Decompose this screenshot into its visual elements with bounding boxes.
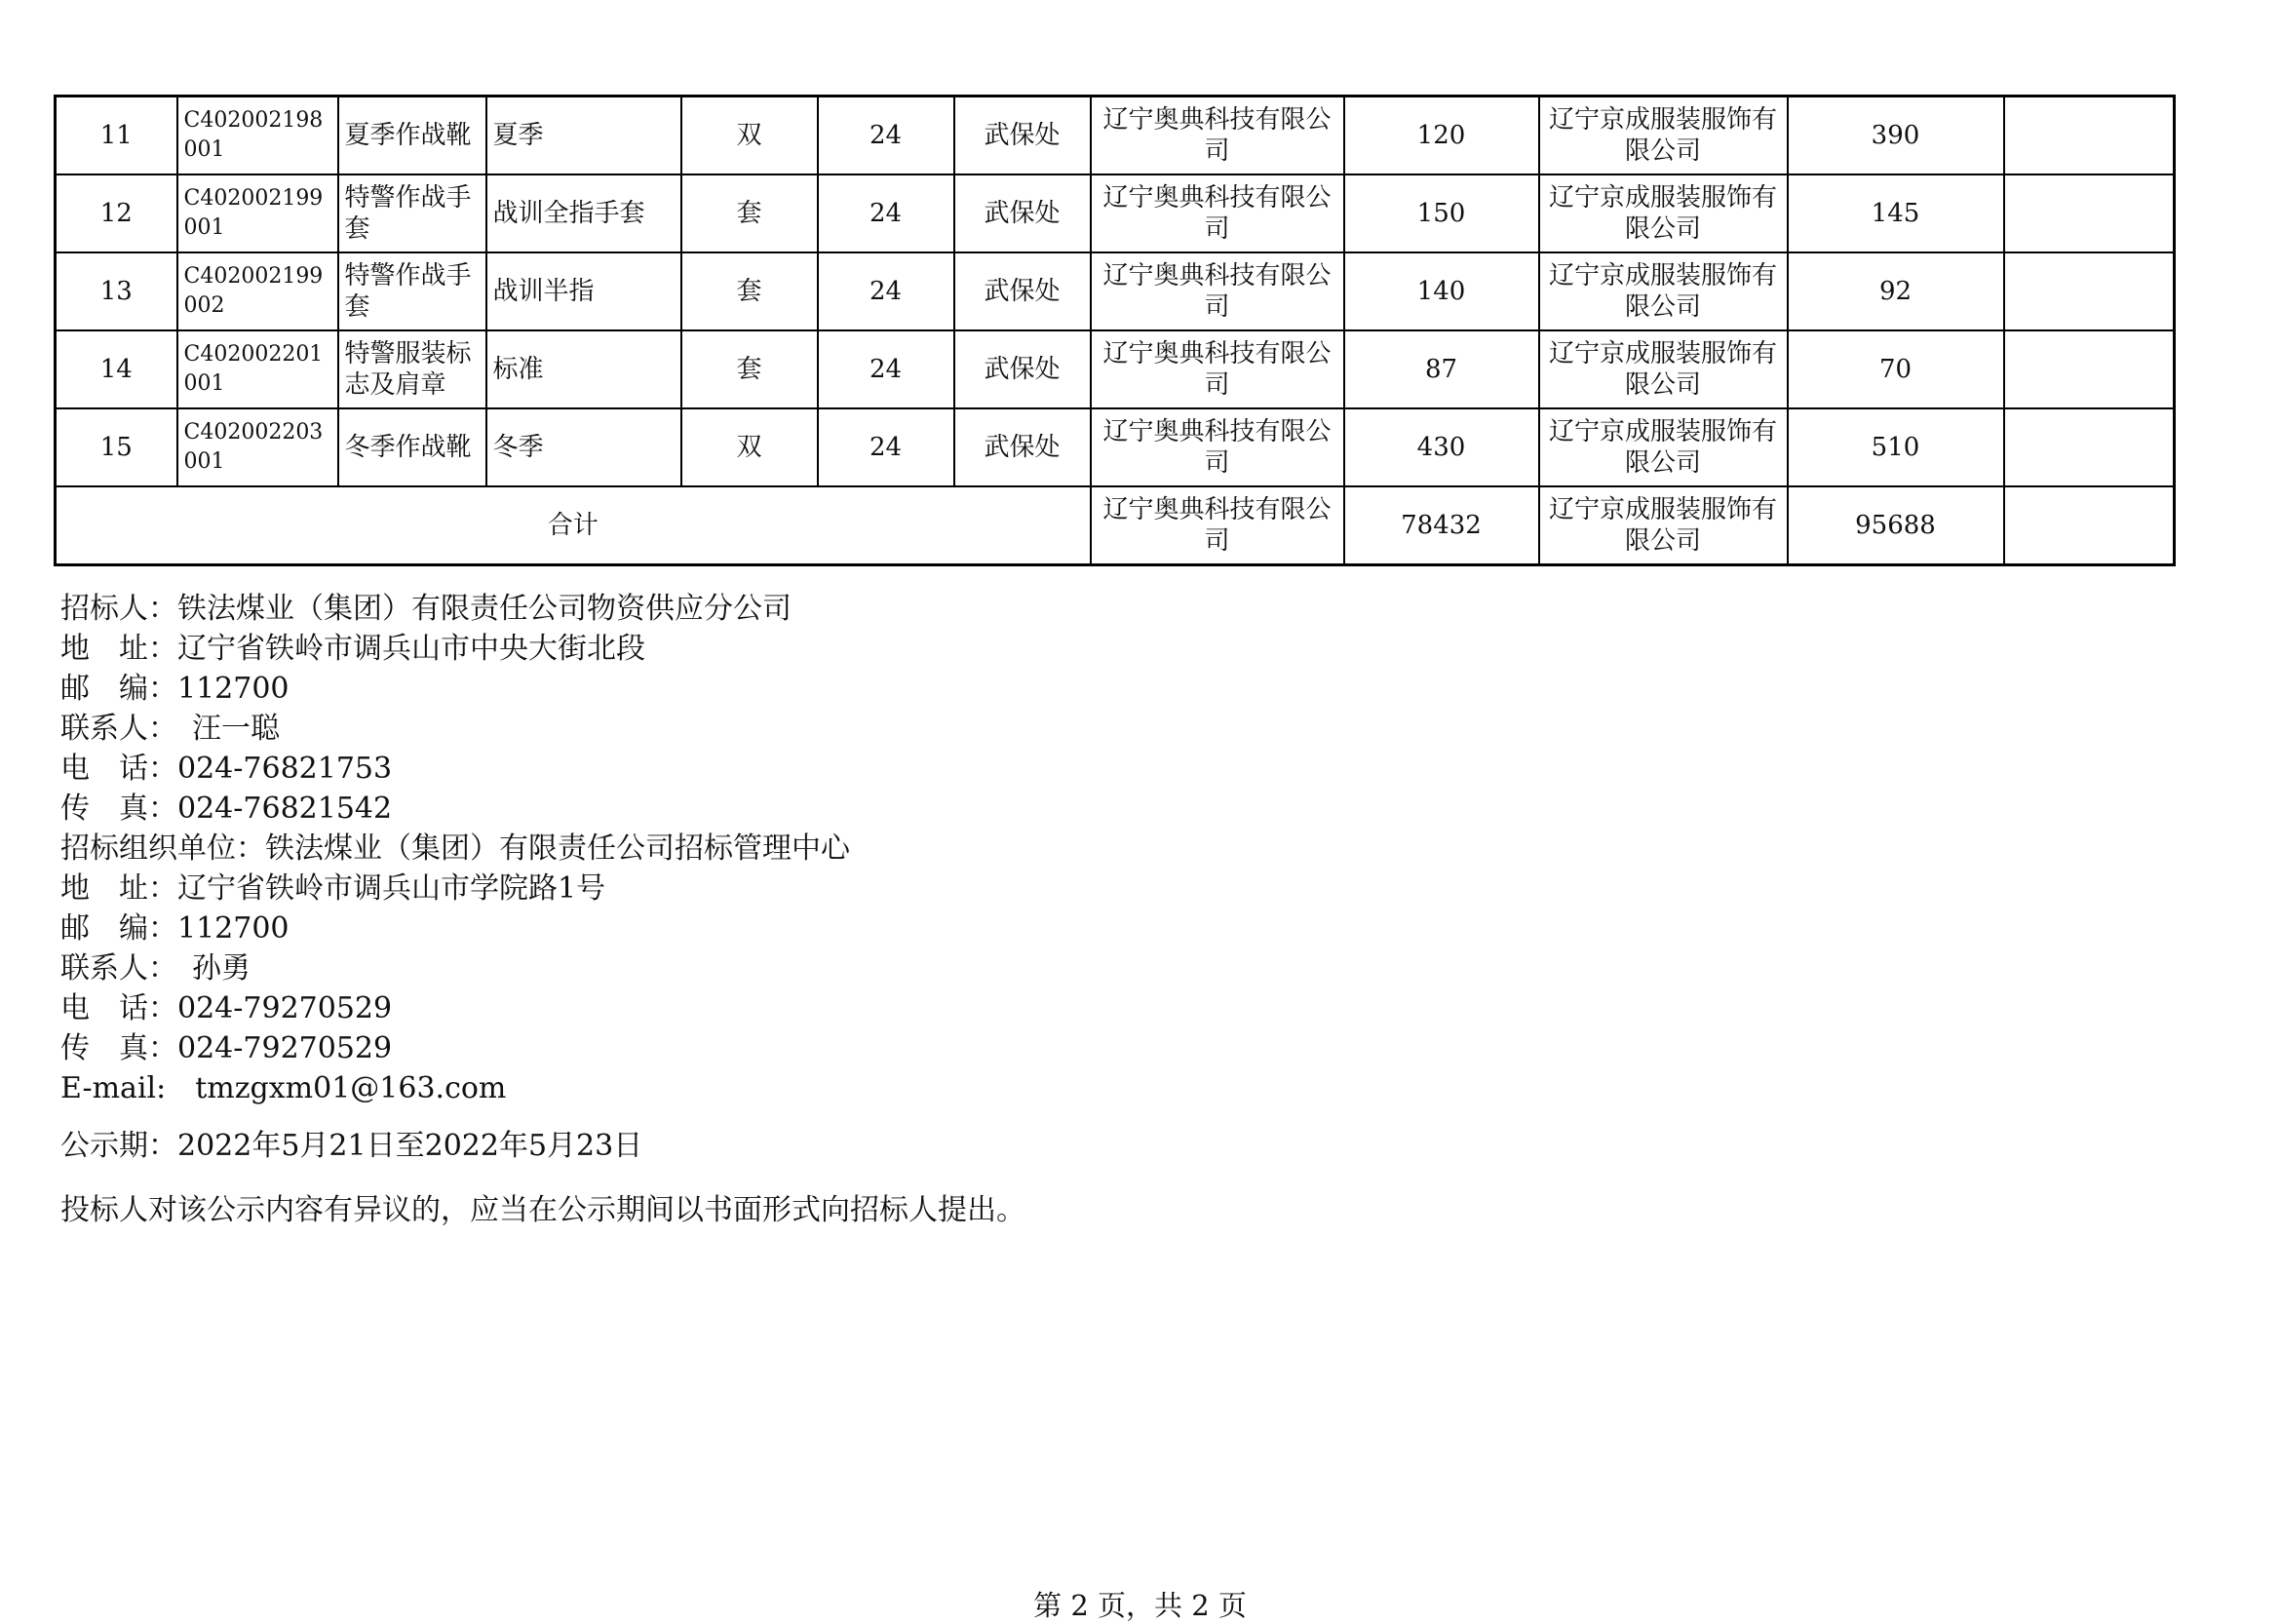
department: 武保处 bbox=[954, 330, 1091, 408]
specification: 冬季 bbox=[486, 408, 681, 486]
quantity: 24 bbox=[818, 97, 954, 175]
bidder-1-price: 120 bbox=[1344, 97, 1539, 175]
bid-results-table bbox=[54, 95, 2176, 566]
remark bbox=[2004, 408, 2175, 486]
contact-info bbox=[60, 589, 1025, 1230]
objection-note: 投标人对该公示内容有异议的，应当在公示期间以书面形式向招标人提出。 bbox=[60, 1193, 1025, 1227]
specification: 战训全指手套 bbox=[486, 174, 681, 252]
department: 武保处 bbox=[954, 408, 1091, 486]
bidder-2: 辽宁京成服装服饰有限公司 bbox=[1539, 97, 1788, 175]
bidder-1-price: 87 bbox=[1344, 330, 1539, 408]
unit: 套 bbox=[681, 252, 818, 330]
total-label: 合计 bbox=[56, 486, 1091, 565]
unit: 套 bbox=[681, 330, 818, 408]
agency-fax: 传 真：024-79270529 bbox=[60, 1031, 393, 1065]
material-code: C402002203001 bbox=[177, 408, 338, 486]
total-bidder-2: 辽宁京成服装服饰有限公司 bbox=[1539, 486, 1788, 565]
material-code: C402002199001 bbox=[177, 174, 338, 252]
quantity: 24 bbox=[818, 408, 954, 486]
department: 武保处 bbox=[954, 174, 1091, 252]
unit: 套 bbox=[681, 174, 818, 252]
material-name: 特警服装标志及肩章 bbox=[338, 330, 486, 408]
specification: 夏季 bbox=[486, 97, 681, 175]
department: 武保处 bbox=[954, 97, 1091, 175]
agency-address: 地 址：辽宁省铁岭市调兵山市学院路1号 bbox=[60, 871, 606, 906]
row-number: 14 bbox=[56, 330, 177, 408]
remark bbox=[2004, 97, 2175, 175]
total-bidder-1: 辽宁奥典科技有限公司 bbox=[1091, 486, 1344, 565]
agency-postcode: 邮 编：112700 bbox=[60, 911, 290, 946]
bidder-1: 辽宁奥典科技有限公司 bbox=[1091, 97, 1344, 175]
material-name: 夏季作战靴 bbox=[338, 97, 486, 175]
bidder-1-price: 430 bbox=[1344, 408, 1539, 486]
agency-line: 招标组织单位：铁法煤业（集团）有限责任公司招标管理中心 bbox=[60, 831, 850, 866]
notice-period: 公示期：2022年5月21日至2022年5月23日 bbox=[60, 1129, 643, 1163]
bidder-1-price: 140 bbox=[1344, 252, 1539, 330]
tenderer-fax: 传 真：024-76821542 bbox=[60, 792, 393, 826]
remark bbox=[2004, 174, 2175, 252]
row-number: 13 bbox=[56, 252, 177, 330]
total-bidder-1-price: 78432 bbox=[1344, 486, 1539, 565]
bidder-1-price: 150 bbox=[1344, 174, 1539, 252]
tenderer-line: 招标人：铁法煤业（集团）有限责任公司物资供应分公司 bbox=[60, 592, 792, 626]
quantity: 24 bbox=[818, 174, 954, 252]
agency-email: E-mail: tmzgxm01@163.com bbox=[60, 1071, 507, 1105]
bidder-2: 辽宁京成服装服饰有限公司 bbox=[1539, 330, 1788, 408]
tenderer-contact: 联系人： 汪一聪 bbox=[60, 712, 280, 746]
total-row bbox=[56, 486, 2175, 565]
bidder-2-price: 145 bbox=[1788, 174, 2004, 252]
bidder-2-price: 70 bbox=[1788, 330, 2004, 408]
total-bidder-2-price: 95688 bbox=[1788, 486, 2004, 565]
total-remark bbox=[2004, 486, 2175, 565]
bidder-2: 辽宁京成服装服饰有限公司 bbox=[1539, 408, 1788, 486]
material-code: C402002199002 bbox=[177, 252, 338, 330]
bidder-2-price: 92 bbox=[1788, 252, 2004, 330]
row-number: 12 bbox=[56, 174, 177, 252]
page-footer: 第 2 页，共 2 页 bbox=[1033, 1589, 1247, 1622]
material-name: 特警作战手套 bbox=[338, 174, 486, 252]
quantity: 24 bbox=[818, 330, 954, 408]
table-row bbox=[56, 97, 2175, 175]
agency-contact: 联系人： 孙勇 bbox=[60, 951, 251, 986]
material-name: 特警作战手套 bbox=[338, 252, 486, 330]
agency-phone: 电 话：024-79270529 bbox=[60, 991, 393, 1025]
material-name: 冬季作战靴 bbox=[338, 408, 486, 486]
remark bbox=[2004, 330, 2175, 408]
row-number: 11 bbox=[56, 97, 177, 175]
bidder-1: 辽宁奥典科技有限公司 bbox=[1091, 174, 1344, 252]
table-row bbox=[56, 330, 2175, 408]
table-row bbox=[56, 252, 2175, 330]
bidder-1: 辽宁奥典科技有限公司 bbox=[1091, 408, 1344, 486]
bidder-2: 辽宁京成服装服饰有限公司 bbox=[1539, 252, 1788, 330]
tenderer-address: 地 址：辽宁省铁岭市调兵山市中央大街北段 bbox=[60, 632, 645, 666]
bidder-1: 辽宁奥典科技有限公司 bbox=[1091, 252, 1344, 330]
unit: 双 bbox=[681, 408, 818, 486]
table-row bbox=[56, 174, 2175, 252]
bidder-2-price: 510 bbox=[1788, 408, 2004, 486]
tenderer-postcode: 邮 编：112700 bbox=[60, 672, 290, 706]
department: 武保处 bbox=[954, 252, 1091, 330]
remark bbox=[2004, 252, 2175, 330]
bidder-2-price: 390 bbox=[1788, 97, 2004, 175]
bidder-2: 辽宁京成服装服饰有限公司 bbox=[1539, 174, 1788, 252]
quantity: 24 bbox=[818, 252, 954, 330]
specification: 标准 bbox=[486, 330, 681, 408]
unit: 双 bbox=[681, 97, 818, 175]
bidder-1: 辽宁奥典科技有限公司 bbox=[1091, 330, 1344, 408]
tenderer-phone: 电 话：024-76821753 bbox=[60, 752, 393, 786]
material-code: C402002201001 bbox=[177, 330, 338, 408]
specification: 战训半指 bbox=[486, 252, 681, 330]
material-code: C402002198001 bbox=[177, 97, 338, 175]
row-number: 15 bbox=[56, 408, 177, 486]
table-row bbox=[56, 408, 2175, 486]
